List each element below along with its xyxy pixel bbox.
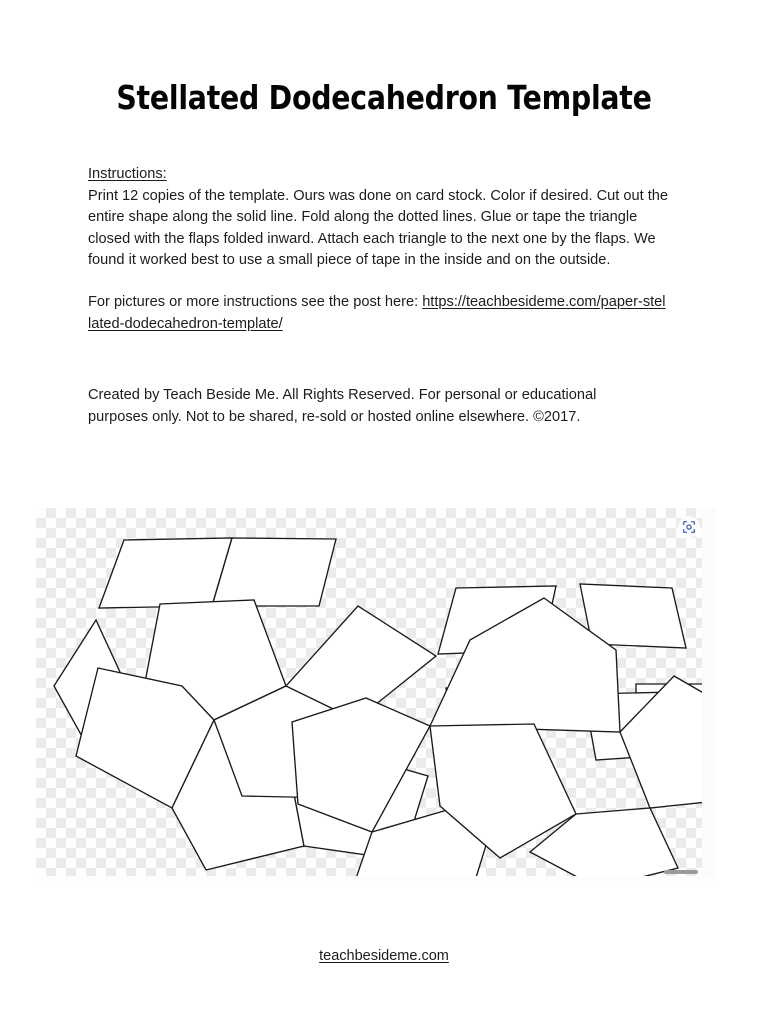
horizontal-scrollbar-thumb[interactable] — [664, 870, 698, 874]
post-link-paragraph — [88, 292, 668, 335]
post-link-intro: For pictures or more instructions see the post here: — [88, 294, 423, 310]
net-drawing — [36, 508, 716, 882]
instructions-block — [88, 164, 668, 272]
image-right-gutter — [702, 508, 716, 882]
dodecahedron-net-image[interactable] — [36, 508, 716, 882]
lens-scan-icon[interactable] — [678, 516, 700, 538]
footer — [0, 948, 768, 964]
instructions-paragraph: Print 12 copies of the template. Ours was done on card stock. Color if desired. Cut out the entire shape along the solid line. Fold along the dotted lines. Glue or tape the triangle closed with the flaps folded inward. Attach each triangle to the next one by the flaps. We found it worked best to use a small piece of tape in the inside and on the outside. — [88, 187, 668, 268]
footer-site-link[interactable]: teachbesideme.com — [319, 948, 449, 964]
instructions-heading: Instructions: — [88, 166, 167, 182]
credit-paragraph: Created by Teach Beside Me. All Rights Reserved. For personal or educational purposes only. Not to be shared, re-sold or hosted online elsewhere. ©2017. — [88, 387, 597, 425]
post-url-link[interactable]: https://teachbesideme.com/paper-stellated-dodecahedron-template/ — [88, 294, 666, 332]
image-bottom-gutter — [36, 876, 716, 882]
page-title: Stellated Dodecahedron Template — [116, 78, 652, 117]
